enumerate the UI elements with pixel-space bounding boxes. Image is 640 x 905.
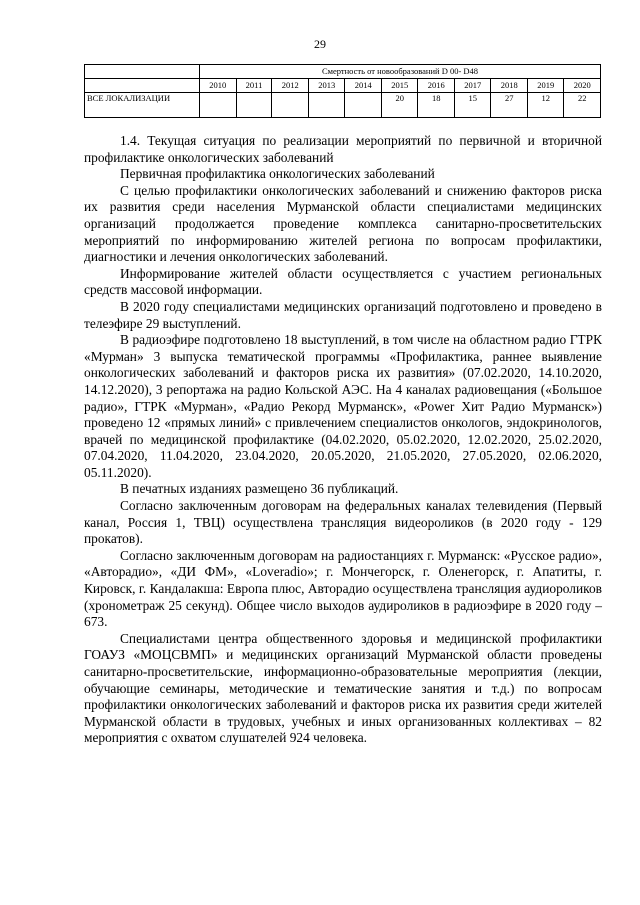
document-body: [84, 133, 602, 747]
table-year-cell: 2016: [418, 79, 455, 93]
mortality-table: [84, 64, 601, 118]
table-value-cell: [200, 93, 237, 118]
table-year-cell: 2010: [200, 79, 237, 93]
paragraph-radio-stations: Согласно заключенным договорам на радиостанциях г. Мурманск: «Русское радио», «Авторадио», «ДИ ФМ», «Loveradio»; г. Мончегорск, г. Оленегорск, г. Апатиты, г. Кировск, г. Кандалакша: Европа плюс, Авторадио осуществлена трансляция аудиороликов (хронометраж 25 секунд). Общее число выходов аудироликов в радиоэфире в 2020 году – 673.: [84, 547, 602, 630]
page-number: 29: [314, 37, 326, 51]
table-year-cell: 2019: [527, 79, 564, 93]
paragraph-mass-media: Информирование жителей области осуществляется с участием региональных средств массовой информации.: [84, 265, 602, 298]
table-year-cell: 2013: [308, 79, 345, 93]
table-value-cell: 15: [454, 93, 491, 118]
table-year-cell: 2011: [236, 79, 272, 93]
table-caption: Смертность от новообразований D 00- D48: [200, 65, 601, 79]
paragraph-radio: В радиоэфире подготовлено 18 выступлений, в том числе на областном радио ГТРК «Мурман» 3 выпуска тематической программы «Профилактика, раннее выявление онкологических заболеваний и факторов риска их развития» (07.02.2020, 14.10.2020, 14.12.2020), 3 репортажа на радио Кольской АЭС. На 4 каналах радиовещания («Большое радио», ГТРК «Мурман», «Радио Рекорд Мурманск», «Power Хит Радио Мурманск») проведено 12 «прямых линий» с привлечением специалистов онкологов, эндокринологов, врачей по медицинской профилактике (04.02.2020, 05.02.2020, 12.02.2020, 25.02.2020, 07.04.2020, 11.04.2020, 23.04.2020, 20.05.2020, 21.05.2020, 27.05.2020, 02.06.2020, 05.11.2020).: [84, 332, 602, 480]
section-heading: 1.4. Текущая ситуация по реализации мероприятий по первичной и вторичной профилактике онкологических заболеваний: [84, 133, 602, 165]
table-value-cell: 12: [527, 93, 564, 118]
table-year-cell: 2012: [272, 79, 309, 93]
subsection-heading: Первичная профилактика онкологических заболеваний: [120, 166, 435, 182]
table-value-cell: [345, 93, 382, 118]
table-row-label: ВСЕ ЛОКАЛИЗАЦИИ: [85, 93, 200, 118]
table-year-cell: 2017: [454, 79, 491, 93]
table-year-row: [85, 79, 601, 93]
table-value-cell: 27: [491, 93, 528, 118]
table-row: [85, 93, 601, 118]
table-value-cell: 20: [381, 93, 418, 118]
table-value-cell: [308, 93, 345, 118]
table-value-cell: [272, 93, 309, 118]
table-empty-cell: [85, 79, 200, 93]
table-year-cell: 2020: [564, 79, 601, 93]
table-year-cell: 2015: [381, 79, 418, 93]
paragraph-federal-tv: Согласно заключенным договорам на федеральных каналах телевидения (Первый канал, Россия 1, ТВЦ) осуществлена трансляция видеороликов (в 2020 году - 129 прокатов).: [84, 498, 602, 547]
table-value-cell: 18: [418, 93, 455, 118]
table-value-cell: 22: [564, 93, 601, 118]
paragraph-print: В печатных изданиях размещено 36 публикаций.: [120, 481, 399, 497]
paragraph-tv: В 2020 году специалистами медицинских организаций подготовлено и проведено в телеэфире 29 выступлений.: [84, 298, 602, 331]
table-year-cell: 2018: [491, 79, 528, 93]
table-year-cell: 2014: [345, 79, 382, 93]
table-corner-cell: [85, 65, 200, 79]
paragraph-events: Специалистами центра общественного здоровья и медицинской профилактики ГОАУЗ «МОЦСВМП» и медицинских организаций Мурманской области проведены санитарно-просветительские, информационно-образовательные мероприятия (лекции, обучающие семинары, методические и тематические занятия и т.д.) по вопросам профилактики онкологических заболеваний и факторов риска их развития среди жителей Мурманской области в трудовых, учебных и иных организованных коллективах – 82 мероприятия с охватом слушателей 924 человека.: [84, 630, 602, 746]
table-value-cell: [236, 93, 272, 118]
paragraph-intro: С целью профилактики онкологических заболеваний и снижению факторов риска их развития среди населения Мурманской области специалистами медицинских организаций продолжается проведение комплекса санитарно-просветительских мероприятий по информированию жителей региона по вопросам профилактики, диагностики и лечения онкологических заболеваний.: [84, 182, 602, 265]
